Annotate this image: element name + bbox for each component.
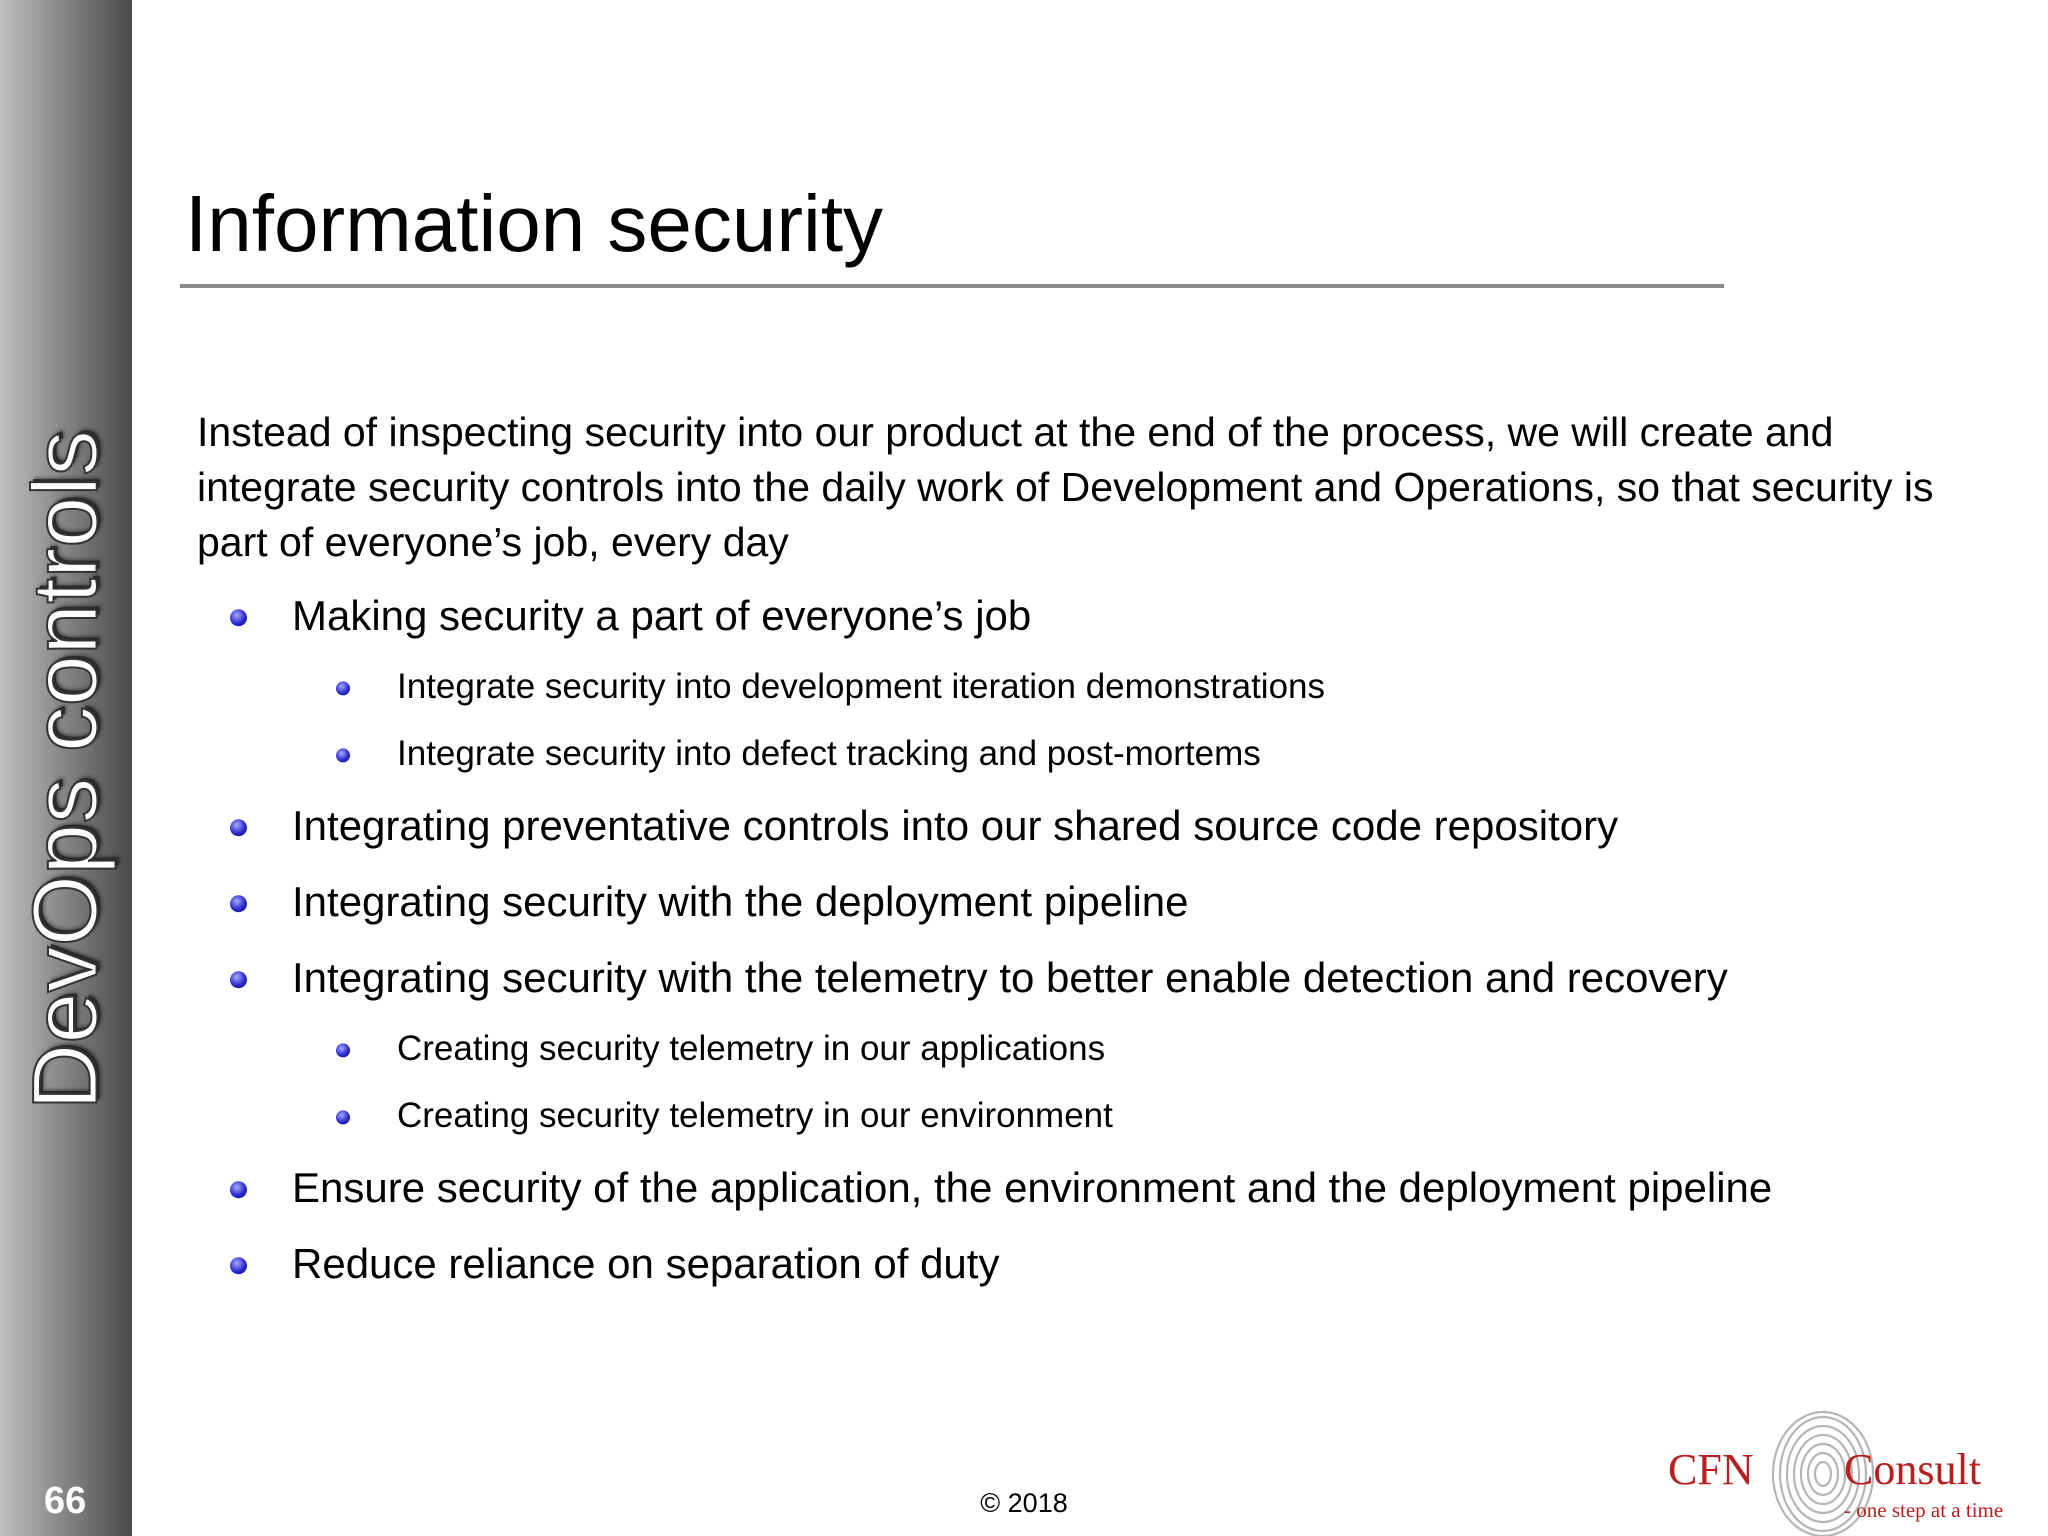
page-number: 66 bbox=[44, 1480, 87, 1522]
bullet-text: Reduce reliance on separation of duty bbox=[292, 1240, 1000, 1287]
bullet-item bbox=[197, 1236, 1937, 1292]
bullet-item bbox=[197, 798, 1937, 854]
sub-bullet-text: Integrate security into development iteration demonstrations bbox=[397, 667, 1326, 706]
slide-title: Information security bbox=[185, 179, 884, 268]
intro-paragraph: Instead of inspecting security into our product at the end of the process, we will create and integrate security controls into the daily work of Development and Operations, so that security is part of everyone’s job, every day bbox=[197, 409, 1934, 565]
title-divider bbox=[180, 284, 1724, 288]
bullet-icon bbox=[230, 1181, 247, 1198]
section-label: DevOps controls bbox=[14, 429, 117, 1111]
sub-bullet-text: Creating security telemetry in our applications bbox=[397, 1029, 1106, 1068]
bullet-icon bbox=[230, 971, 247, 988]
sub-bullet-item bbox=[197, 731, 1937, 777]
sub-bullet-text: Integrate security into defect tracking and post-mortems bbox=[397, 734, 1261, 773]
sub-bullet-item bbox=[197, 664, 1937, 710]
bullet-icon bbox=[230, 1257, 247, 1274]
bullet-icon bbox=[230, 609, 247, 626]
bullet-item bbox=[197, 588, 1937, 644]
logo-brand-left: CFN bbox=[1668, 1445, 1754, 1494]
sub-bullet-item bbox=[197, 1093, 1937, 1139]
copyright-notice: © 2018 bbox=[980, 1488, 1068, 1518]
company-logo bbox=[1668, 1400, 2028, 1536]
bullet-icon bbox=[230, 819, 247, 836]
bullet-item bbox=[197, 950, 1937, 1006]
sub-bullet-text: Creating security telemetry in our environment bbox=[397, 1096, 1113, 1135]
bullet-text: Ensure security of the application, the environment and the deployment pipeline bbox=[292, 1164, 1773, 1211]
sub-bullet-item bbox=[197, 1026, 1937, 1072]
logo-brand-right: Consult bbox=[1844, 1445, 1981, 1494]
logo-tagline: - one step at a time bbox=[1844, 1498, 2004, 1522]
bullet-item bbox=[197, 874, 1937, 930]
sidebar bbox=[0, 0, 132, 1536]
bullet-icon bbox=[230, 895, 247, 912]
bullet-text: Integrating security with the telemetry to better enable detection and recovery bbox=[292, 954, 1728, 1001]
bullet-icon bbox=[336, 748, 350, 762]
bullet-item bbox=[197, 1160, 1937, 1216]
bullet-icon bbox=[336, 1043, 350, 1057]
bullet-icon bbox=[336, 1110, 350, 1124]
bullet-text: Making security a part of everyone’s job bbox=[292, 592, 1032, 639]
slide-content bbox=[197, 405, 1937, 1312]
bullet-icon bbox=[336, 681, 350, 695]
bullet-text: Integrating preventative controls into our shared source code repository bbox=[292, 802, 1619, 849]
bullet-text: Integrating security with the deployment pipeline bbox=[292, 878, 1189, 925]
